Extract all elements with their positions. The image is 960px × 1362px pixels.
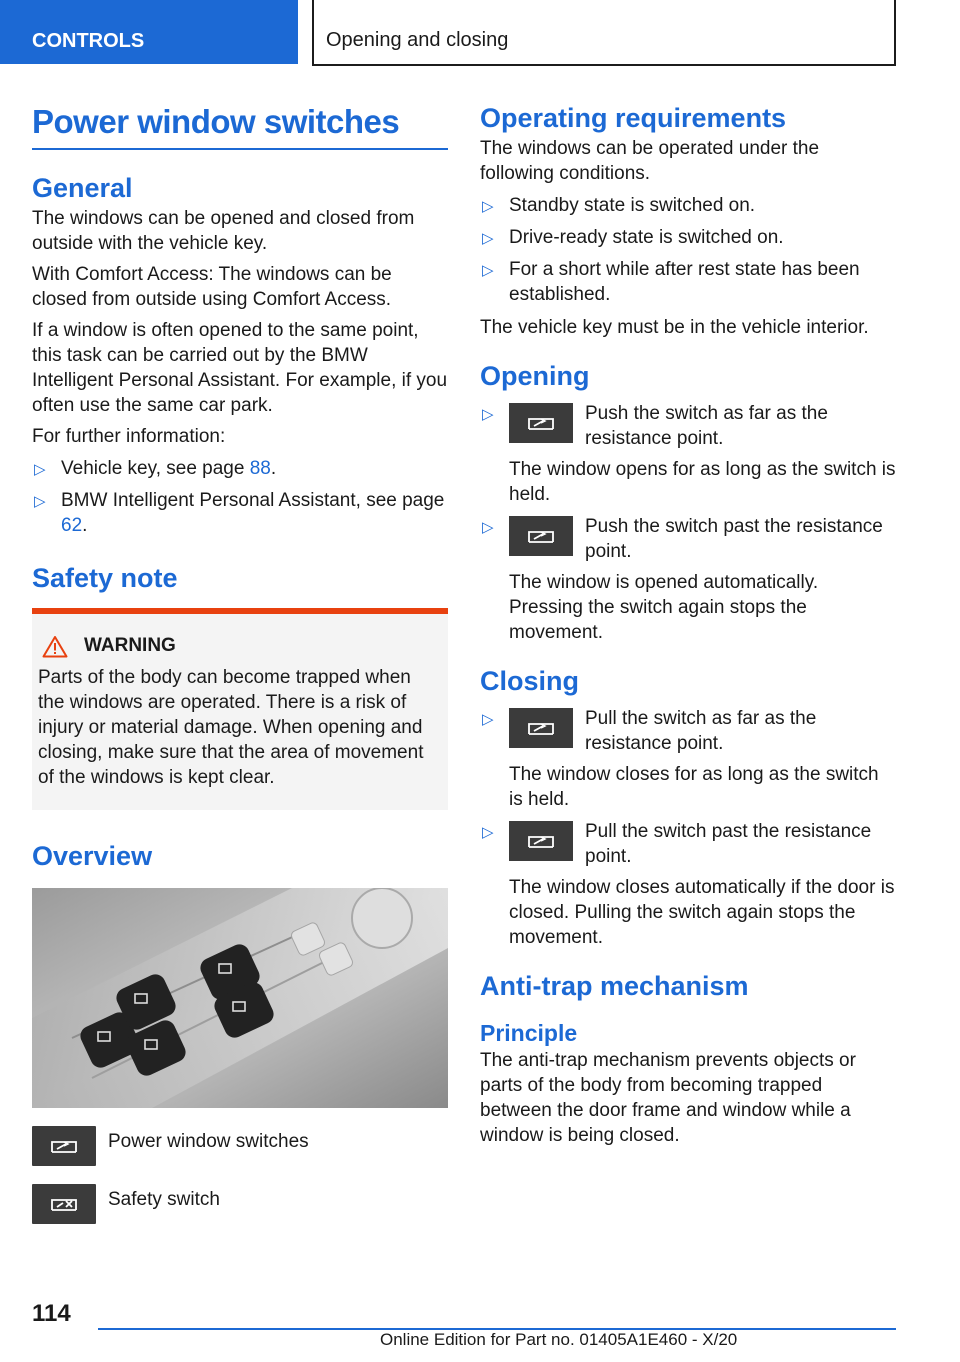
triangle-bullet-icon: ▷ — [482, 711, 494, 728]
list-item — [480, 514, 896, 645]
triangle-bullet-icon: ▷ — [34, 493, 46, 510]
principle-heading: Principle — [480, 1020, 578, 1046]
power-window-switch-icon — [509, 403, 573, 443]
triangle-bullet-icon: ▷ — [482, 519, 494, 536]
safety-heading: Safety note — [32, 563, 178, 593]
warning-text: Parts of the body can become trapped when the windows are operated. There is a risk of injury or material damage. When opening and closing, make sure that the area of movement of the windows is kept clear. — [38, 667, 424, 788]
legend-item — [32, 1126, 448, 1166]
warning-title: WARNING — [84, 635, 176, 656]
general-paragraph-4: For further information: — [32, 426, 226, 447]
opening-list — [480, 401, 896, 645]
triangle-bullet-icon: ▷ — [34, 461, 46, 478]
page-number: 114 — [32, 1300, 71, 1327]
list-item: ▷ BMW Intelligent Personal Assistant, see page 62. — [34, 490, 445, 536]
requirements-intro: The windows can be operated under the following conditions. — [480, 138, 820, 184]
list-item: ▷ Vehicle key, see page 88. — [32, 456, 448, 481]
power-window-switch-icon — [509, 821, 573, 861]
chapter-tab — [312, 0, 896, 66]
list-item: ▷ Drive-ready state is switched on. — [480, 225, 896, 250]
list-item — [480, 706, 896, 812]
list-item — [480, 401, 896, 507]
page-title: Power window switches — [32, 100, 448, 150]
step-action: Pull the switch as far as the resistance point. — [585, 708, 817, 754]
step-result: The window closes for as long as the switch is held. — [509, 764, 879, 810]
list-item: ▷ Standby state is switched on. — [480, 193, 896, 218]
legend-label: Safety switch — [108, 1189, 220, 1210]
triangle-bullet-icon: ▷ — [482, 230, 494, 247]
general-paragraph-1: The windows can be opened and closed from outside with the vehicle key. — [32, 208, 415, 254]
power-window-switch-icon — [509, 516, 573, 556]
page-link[interactable]: 62 — [61, 515, 83, 536]
page-link[interactable]: 88 — [249, 458, 271, 479]
step-action: Push the switch past the resistance point. — [585, 516, 883, 562]
left-column — [32, 100, 448, 1224]
footer-edition: Online Edition for Part no. 01405A1E460 - X/20 — [380, 1330, 738, 1349]
antitrap-heading: Anti-trap mechanism — [480, 971, 749, 1001]
requirements-heading: Operating requirements — [480, 103, 787, 133]
triangle-bullet-icon: ▷ — [482, 198, 494, 215]
legend-item — [32, 1184, 448, 1224]
antitrap-text: The anti-trap mechanism prevents objects or parts of the body from becoming trapped between the door frame and window while a window is being closed. — [480, 1050, 856, 1146]
power-window-switches-photo — [32, 888, 448, 1108]
legend-label: Power window switches — [108, 1131, 309, 1152]
list-item — [480, 819, 896, 950]
warning-box — [32, 608, 448, 810]
safety-switch-icon — [32, 1184, 96, 1224]
warning-triangle-icon — [42, 635, 68, 658]
list-item: ▷ For a short while after rest state has been established. — [482, 259, 860, 305]
step-action: Pull the switch past the resistance point. — [585, 821, 872, 867]
general-paragraph-2: With Comfort Access: The windows can be closed from outside using Comfort Access. — [32, 264, 392, 310]
general-paragraph-3: If a window is often opened to the same point, this task can be carried out by the BMW Intelligent Personal Assistant. For example, if you often use the same car park. — [32, 320, 448, 416]
power-window-switch-icon — [509, 708, 573, 748]
triangle-bullet-icon: ▷ — [482, 262, 494, 279]
opening-heading: Opening — [480, 361, 590, 391]
step-result: The window opens for as long as the switch is held. — [509, 459, 896, 505]
chapter-title: Opening and closing — [326, 29, 509, 51]
requirements-note: The vehicle key must be in the vehicle interior. — [480, 317, 869, 338]
triangle-bullet-icon: ▷ — [482, 406, 494, 423]
closing-list — [480, 706, 896, 950]
overview-heading: Overview — [32, 841, 153, 871]
requirements-list — [480, 193, 896, 307]
section-title: CONTROLS — [32, 30, 145, 52]
power-window-switch-icon — [32, 1126, 96, 1166]
section-tab — [0, 0, 298, 64]
further-info-list — [32, 456, 448, 538]
step-result: The window is opened automatically. Pressing the switch again stops the movement. — [509, 572, 819, 643]
closing-heading: Closing — [480, 666, 579, 696]
step-action: Push the switch as far as the resistance point. — [585, 403, 828, 449]
triangle-bullet-icon: ▷ — [482, 824, 494, 841]
general-heading: General — [32, 173, 133, 203]
right-column — [480, 100, 896, 1148]
step-result: The window closes automatically if the door is closed. Pulling the switch again stops the movement. — [509, 877, 895, 948]
